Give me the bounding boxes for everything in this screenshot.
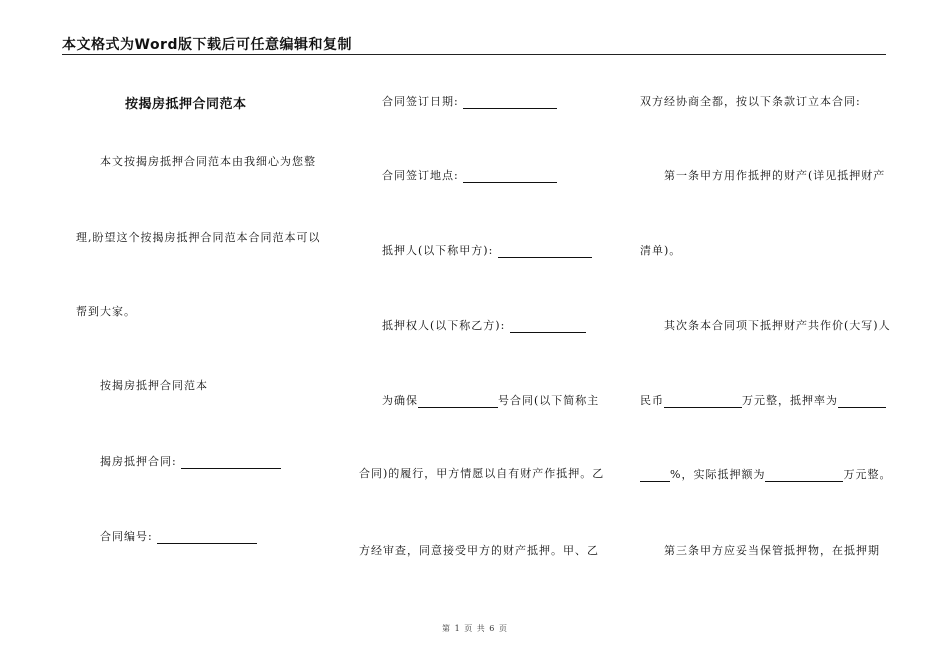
col3-line-3: 清单)。 [640, 244, 682, 257]
mortgagor-label: 抵押人(以下称甲方): [382, 244, 494, 257]
page-header [62, 32, 886, 55]
sign-place-label: 合同签订地点: [382, 169, 459, 182]
sign-date-field [382, 93, 557, 109]
col3-line-6 [640, 466, 891, 482]
sign-date-blank [463, 96, 557, 109]
subtitle: 按揭房抵押合同范本 [100, 379, 208, 392]
col2-line-6: 合同)的履行，甲方情愿以自有财产作抵押。乙 [359, 467, 605, 480]
intro-line-2: 理,盼望这个按揭房抵押合同范本合同范本可以 [76, 231, 321, 244]
percent-blank [640, 469, 670, 482]
number-blank [157, 531, 257, 544]
mortgagee-blank [510, 320, 586, 333]
mortgagee-label: 抵押权人(以下称乙方): [382, 319, 506, 332]
rate-blank [838, 395, 886, 408]
contract-blank [181, 456, 281, 469]
secure-blank [418, 395, 498, 408]
col2-line-7: 方经审查，同意接受甲方的财产抵押。甲、乙 [359, 544, 599, 557]
rmb-label: 民币 [640, 394, 664, 407]
col3-line-7: 第三条甲方应妥当保管抵押物，在抵押期 [664, 544, 880, 557]
actual-label: %，实际抵押额为 [670, 468, 766, 481]
col3-line-1: 双方经协商全都，按以下条款订立本合同: [640, 95, 861, 108]
secure-line [382, 392, 599, 408]
mortgagor-field [382, 242, 592, 258]
doc-title: 按揭房抵押合同范本 [125, 97, 247, 112]
sign-date-label: 合同签订日期: [382, 95, 459, 108]
contract-field [100, 453, 281, 469]
actual-suffix: 万元整。 [843, 468, 892, 481]
mortgagee-field [382, 317, 586, 333]
secure-suffix: 号合同(以下简称主 [498, 394, 600, 407]
rate-label: 万元整，抵押率为 [742, 394, 838, 407]
sign-place-field [382, 167, 557, 183]
actual-blank [765, 469, 843, 482]
sign-place-blank [463, 170, 557, 183]
mortgagor-blank [498, 245, 592, 258]
number-label: 合同编号: [100, 530, 153, 543]
number-field [100, 528, 257, 544]
intro-line-1: 本文按揭房抵押合同范本由我细心为您整 [100, 155, 316, 168]
contract-label: 揭房抵押合同: [100, 455, 177, 468]
header-text: 本文格式为Word版下载后可任意编辑和复制 [62, 37, 352, 53]
intro-line-3: 帮到大家。 [76, 305, 136, 318]
value-blank [664, 395, 742, 408]
page-footer: 第 1 页 共 6 页 [442, 624, 508, 633]
secure-prefix: 为确保 [382, 394, 418, 407]
col3-line-5 [640, 392, 886, 408]
col3-line-2: 第一条甲方用作抵押的财产(详见抵押财产 [664, 169, 886, 182]
col3-line-4: 其次条本合同项下抵押财产共作价(大写)人 [664, 319, 891, 332]
